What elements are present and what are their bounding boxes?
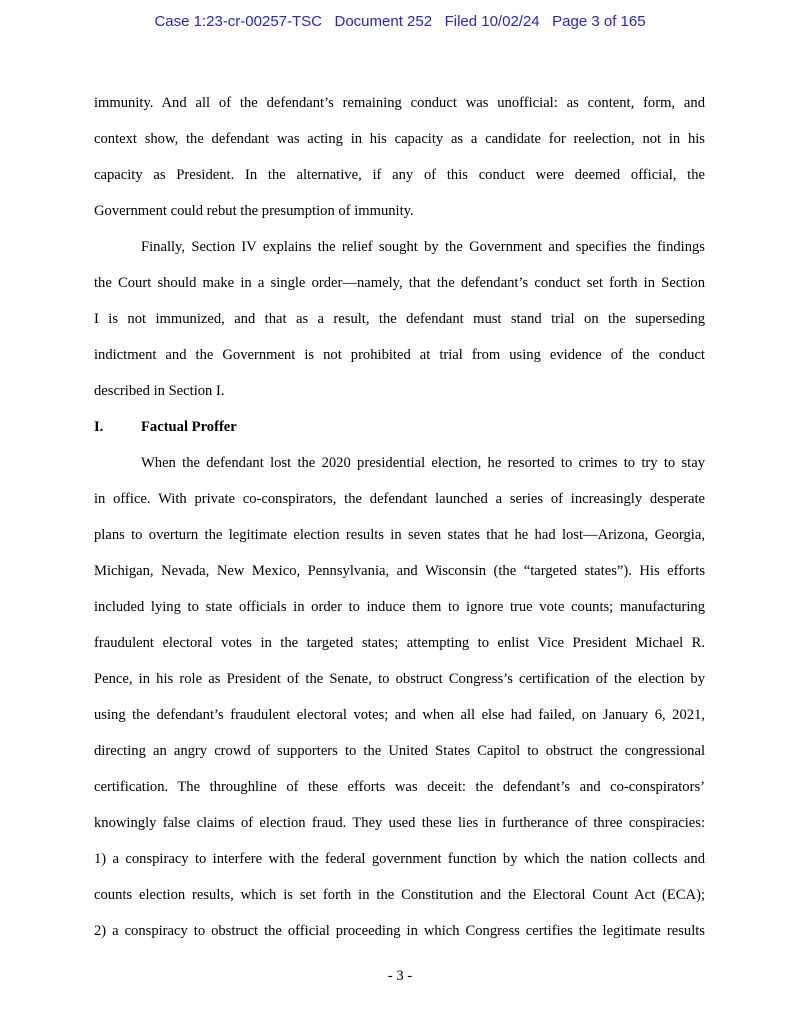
- paragraph-3-line: directing an angry crowd of supporters to the United States Capitol to obstruct the congressional: [94, 743, 705, 759]
- paragraph-2-line: indictment and the Government is not prohibited at trial from using evidence of the conduct: [94, 347, 705, 363]
- paragraph-3-line: in office. With private co-conspirators, the defendant launched a series of increasingly desperate: [94, 491, 705, 507]
- paragraph-3-line: included lying to state officials in order to induce them to ignore true vote counts; manufacturing: [94, 599, 705, 615]
- paragraph-3-line: 2) a conspiracy to obstruct the official proceeding in which Congress certifies the legitimate results: [94, 923, 705, 939]
- paragraph-3-line: knowingly false claims of election fraud. They used these lies in furtherance of three conspiracies:: [94, 815, 705, 831]
- paragraph-3-line: using the defendant’s fraudulent electoral votes; and when all else had failed, on January 6, 2021,: [94, 707, 705, 723]
- paragraph-3-line: fraudulent electoral votes in the targeted states; attempting to enlist Vice President Michael R.: [94, 635, 705, 651]
- page-number: - 3 -: [387, 968, 413, 984]
- paragraph-1-line: context show, the defendant was acting in his capacity as a candidate for reelection, not in his: [94, 131, 705, 147]
- paragraph-3-line: plans to overturn the legitimate election results in seven states that he had lost—Arizona, Georgia,: [94, 527, 705, 543]
- paragraph-2-line: Finally, Section IV explains the relief sought by the Government and specifies the findings: [141, 239, 705, 255]
- paragraph-3-line: Pence, in his role as President of the Senate, to obstruct Congress’s certification of the election by: [94, 671, 705, 687]
- paragraph-2-line: described in Section I.: [94, 383, 225, 399]
- paragraph-3-line: When the defendant lost the 2020 presidential election, he resorted to crimes to try to stay: [141, 455, 705, 471]
- section-title: Factual Proffer: [141, 419, 237, 435]
- paragraph-3-line: 1) a conspiracy to interfere with the federal government function by which the nation collects and: [94, 851, 705, 867]
- case-header: Case 1:23-cr-00257-TSC Document 252 Filed 10/02/24 Page 3 of 165: [154, 13, 646, 30]
- paragraph-3-line: Michigan, Nevada, New Mexico, Pennsylvania, and Wisconsin (the “targeted states”). His efforts: [94, 563, 705, 579]
- paragraph-1-line: Government could rebut the presumption of immunity.: [94, 203, 414, 219]
- section-number: I.: [94, 419, 104, 435]
- paragraph-1-line: immunity. And all of the defendant’s remaining conduct was unofficial: as content, form, and: [94, 95, 705, 111]
- paragraph-2-line: I is not immunized, and that as a result, the defendant must stand trial on the superseding: [94, 311, 705, 327]
- paragraph-1-line: capacity as President. In the alternative, if any of this conduct were deemed official, the: [94, 167, 705, 183]
- document-body: [94, 90, 705, 954]
- paragraph-3-line: counts election results, which is set forth in the Constitution and the Electoral Count Act (ECA);: [94, 887, 705, 903]
- paragraph-3-line: certification. The throughline of these efforts was deceit: the defendant’s and co-conspirators’: [94, 779, 705, 795]
- section-heading: [94, 414, 705, 450]
- paragraph-2-line: the Court should make in a single order—namely, that the defendant’s conduct set forth in Section: [94, 275, 705, 291]
